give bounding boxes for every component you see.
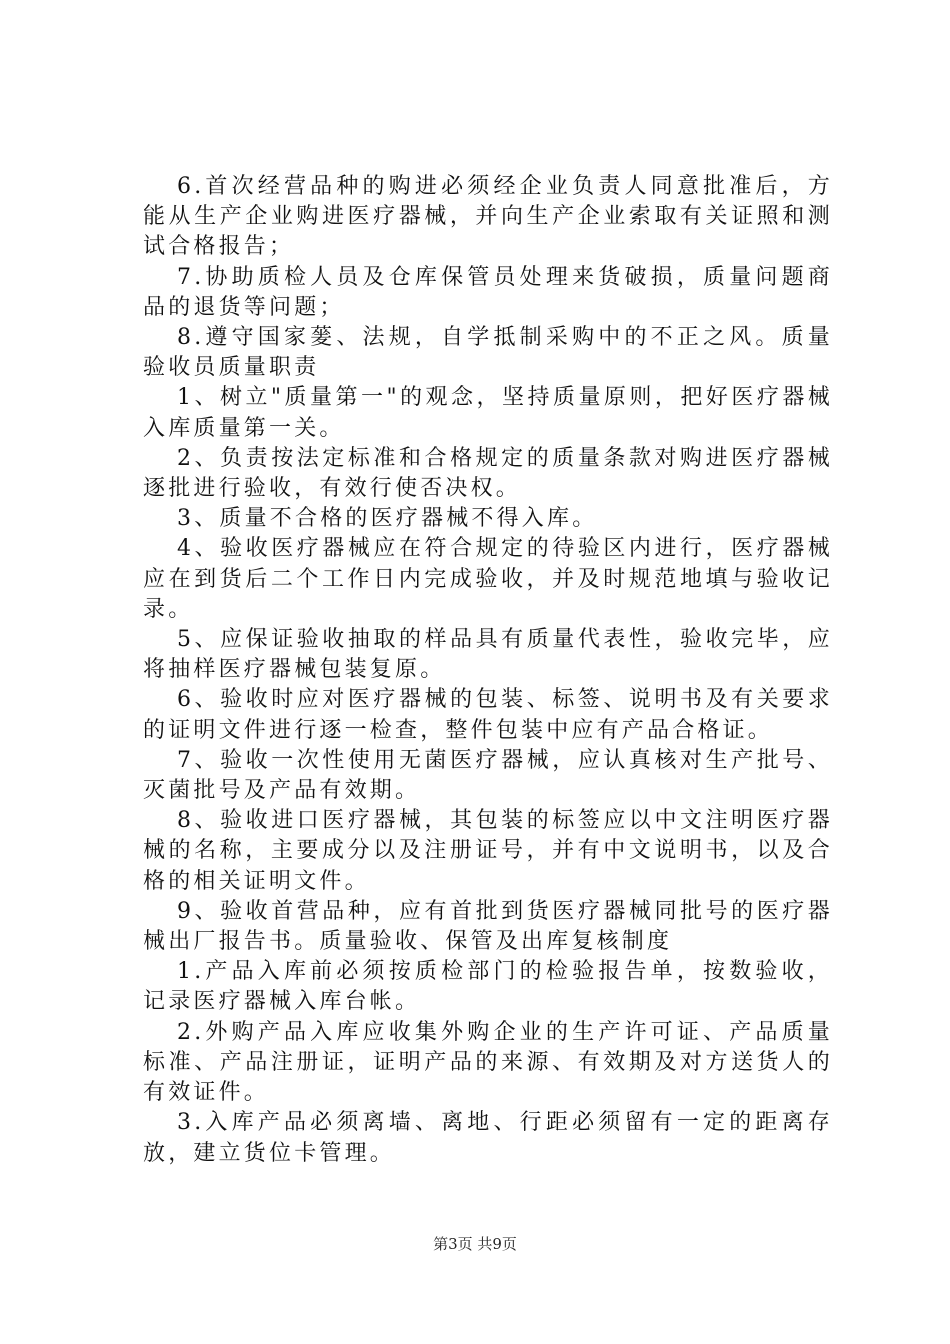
paragraph: 1、树立"质量第一"的观念，坚持质量原则，把好医疗器械入库质量第一关。: [143, 385, 833, 441]
paragraph: 2.外购产品入库应收集外购企业的生产许可证、产品质量标准、产品注册证，证明产品的来源、有效期及对方送货人的有效证件。: [143, 1019, 833, 1106]
paragraph: 6、验收时应对医疗器械的包装、标签、说明书及有关要求的证明文件进行逐一检查，整件包装中应有产品合格证。: [143, 687, 833, 743]
paragraph: 1.产品入库前必须按质检部门的检验报告单，按数验收，记录医疗器械入库台帐。: [143, 959, 833, 1015]
paragraph: 7.协助质检人员及仓库保管员处理来货破损，质量问题商品的退货等问题；: [143, 264, 833, 320]
paragraph: 5、应保证验收抽取的样品具有质量代表性，验收完毕，应将抽样医疗器械包装复原。: [143, 627, 833, 683]
page-number-label: 第3页 共9页: [433, 1235, 517, 1253]
paragraph: 4、验收医疗器械应在符合规定的待验区内进行，医疗器械应在到货后二个工作日内完成验收，并及时规范地填与验收记录。: [143, 536, 833, 622]
paragraph: 8.遵守国家蓌、法规，自学抵制采购中的不正之风。质量验收员质量职责: [143, 325, 833, 381]
paragraph: 3.入库产品必须离墙、离地、行距必须留有一定的距离存放，建立货位卡管理。: [143, 1110, 833, 1166]
paragraph: 9、验收首营品种，应有首批到货医疗器械同批号的医疗器械出厂报告书。质量验收、保管及出库复核制度: [143, 898, 833, 955]
paragraph: 3、质量不合格的医疗器械不得入库。: [177, 506, 598, 532]
paragraph: 2、负责按法定标准和合格规定的质量条款对购进医疗器械逐批进行验收，有效行使否决权。: [143, 445, 833, 502]
paragraph: 8、验收进口医疗器械，其包装的标签应以中文注明医疗器械的名称，主要成分以及注册证号，并有中文说明书，以及合格的相关证明文件。: [143, 808, 833, 894]
paragraph: 7、验收一次性使用无菌医疗器械，应认真核对生产批号、灭菌批号及产品有效期。: [143, 747, 833, 804]
document-body: [143, 172, 833, 1169]
page-footer: [0, 1234, 950, 1254]
paragraph: 6.首次经营品种的购进必须经企业负责人同意批准后，方能从生产企业购进医疗器械，并向生产企业索取有关证照和测试合格报告；: [143, 174, 833, 260]
